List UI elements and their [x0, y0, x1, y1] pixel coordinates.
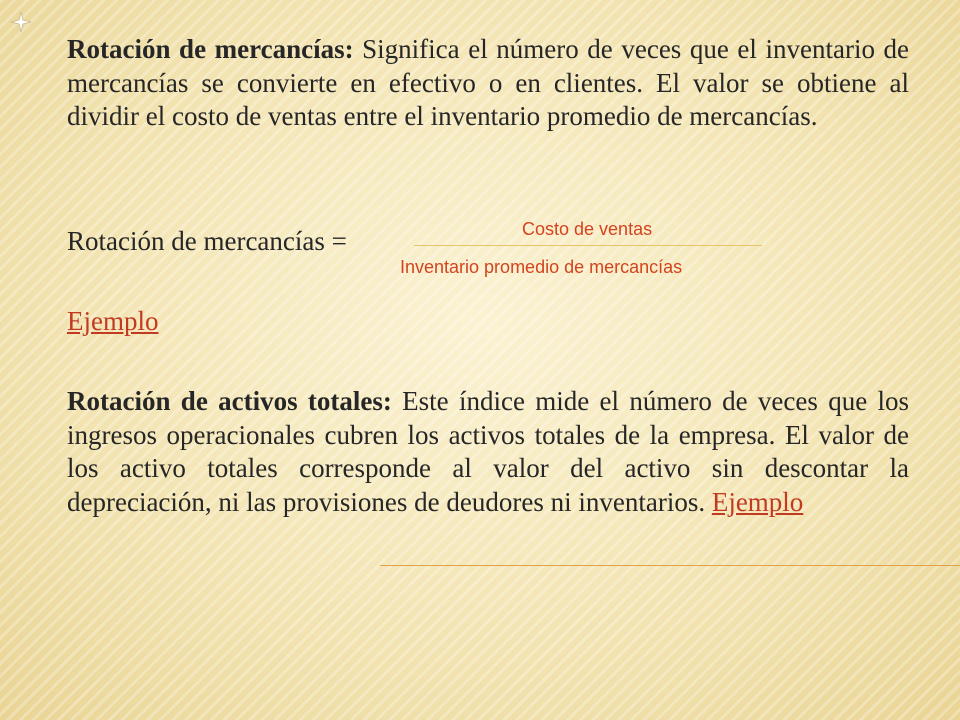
term-rotacion-activos: Rotación de activos totales:: [67, 386, 392, 416]
term-rotacion-mercancias: Rotación de mercancías:: [67, 34, 354, 64]
formula-denominator: Inventario promedio de mercancías: [400, 257, 683, 277]
paragraph-body: Significa el número de veces que el inventario de mercancías se convierte en efectivo o en clientes. El valor se obtiene al dividir el costo de ventas entre el inventario promedio de mercancías.: [67, 34, 909, 131]
paragraph-rotacion-mercancias: [67, 33, 909, 134]
formula-label: Rotación de mercancías =: [67, 226, 347, 256]
paragraph-rotacion-activos: [67, 385, 909, 519]
star-bullet-icon: [10, 11, 32, 33]
ejemplo-link[interactable]: Ejemplo: [67, 306, 159, 336]
divider-line: [380, 565, 960, 566]
formula-numerator: Costo de ventas: [522, 219, 653, 239]
paragraph-body: Este índice mide el número de veces que los ingresos operacionales cubren los activos totales de la empresa. El valor de los activo totales corresponde al valor del activo sin descontar la depreciación, ni las provisiones de deudores ni inventarios.: [67, 386, 909, 517]
fraction-line: [414, 245, 762, 246]
ejemplo-link-inline[interactable]: Ejemplo: [711, 486, 804, 517]
